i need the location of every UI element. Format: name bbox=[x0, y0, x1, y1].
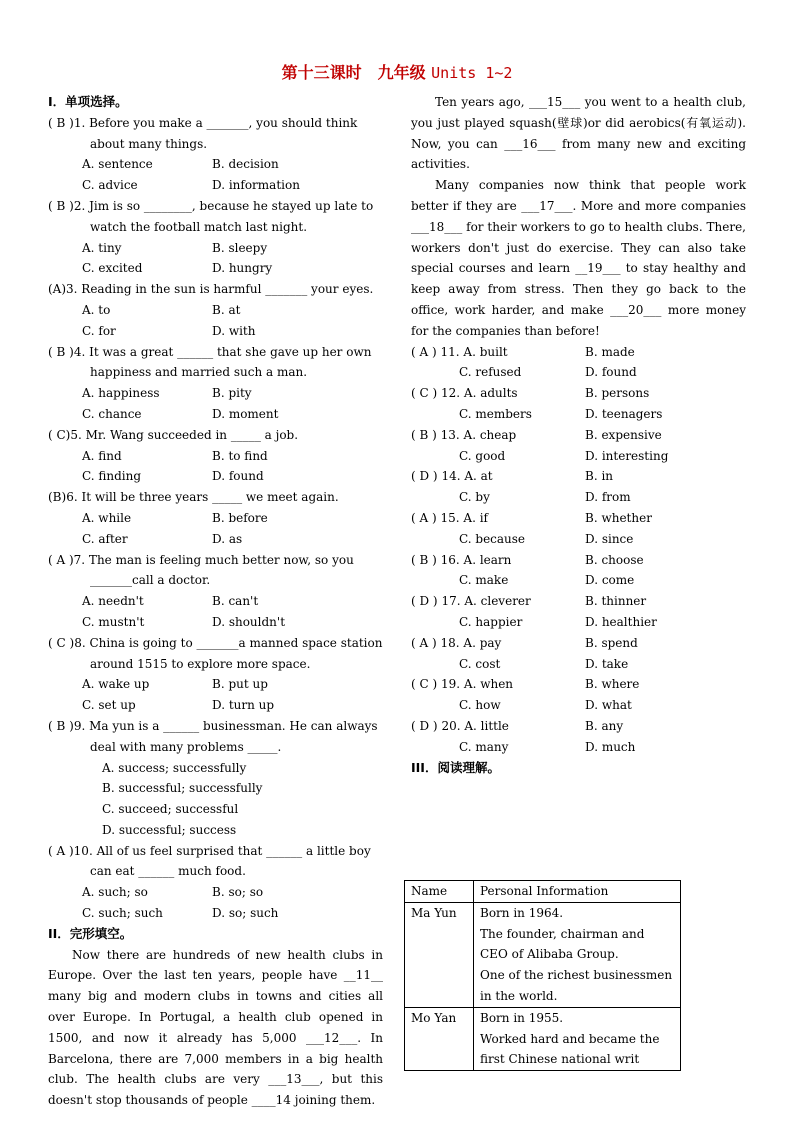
option: 18. A. pay bbox=[440, 635, 502, 650]
option: C. succeed; successful bbox=[102, 802, 239, 817]
cloze-options-row bbox=[411, 446, 746, 467]
question-4 bbox=[48, 342, 383, 425]
option: A. while bbox=[82, 510, 132, 525]
row-name: Ma Yun bbox=[405, 902, 474, 1007]
option: B. expensive bbox=[585, 427, 662, 442]
cloze-options-row bbox=[411, 362, 746, 383]
option: B. thinner bbox=[585, 594, 647, 609]
question-10 bbox=[48, 841, 383, 924]
answer-label: ( B ) bbox=[48, 718, 74, 733]
option: D. come bbox=[585, 573, 635, 588]
option: A. wake up bbox=[82, 677, 150, 692]
title-cn: 第十三课时 九年级 bbox=[281, 63, 426, 82]
question-text bbox=[48, 841, 383, 883]
question-text bbox=[48, 633, 383, 675]
option: 20. A. little bbox=[441, 718, 509, 733]
option: C. such; such bbox=[82, 906, 163, 921]
option: C. cost bbox=[459, 656, 501, 671]
answer-label: (A) bbox=[48, 282, 67, 297]
option: 11. A. built bbox=[440, 344, 508, 359]
option: C. chance bbox=[82, 406, 142, 421]
option: C. good bbox=[459, 448, 506, 463]
options bbox=[48, 758, 383, 841]
option: C. members bbox=[459, 406, 532, 421]
option: D. much bbox=[585, 739, 636, 754]
option: C. finding bbox=[82, 469, 142, 484]
question-text bbox=[48, 550, 383, 592]
option: B. to find bbox=[212, 448, 268, 463]
option: C. advice bbox=[82, 178, 138, 193]
cloze-question-16 bbox=[411, 550, 746, 571]
option: C. make bbox=[459, 573, 509, 588]
question-text bbox=[48, 279, 383, 300]
answer-label: ( B ) bbox=[48, 198, 74, 213]
question-stem: 7. The man is feeling much better now, so you _______call a doctor. bbox=[73, 552, 354, 588]
option: D. from bbox=[585, 490, 631, 505]
question-stem: 8. China is going to _______a manned space station around 1515 to explore more space. bbox=[74, 635, 383, 671]
title-en: Units 1~2 bbox=[431, 64, 513, 82]
option: A. happiness bbox=[82, 386, 160, 401]
options bbox=[48, 508, 383, 550]
option: B. so; so bbox=[212, 885, 264, 900]
option: B. sleepy bbox=[212, 240, 268, 255]
options bbox=[48, 154, 383, 196]
options bbox=[48, 238, 383, 280]
option: 15. A. if bbox=[440, 510, 488, 525]
answer-label: ( D ) bbox=[411, 594, 438, 609]
option: D. so; such bbox=[212, 906, 279, 921]
question-stem: 6. It will be three years _____ we meet again. bbox=[66, 490, 339, 505]
cloze-options-row bbox=[411, 487, 746, 508]
option: A. needn't bbox=[82, 594, 144, 609]
option: D. as bbox=[212, 531, 243, 546]
answer-label: ( B ) bbox=[48, 115, 74, 130]
option: D. hungry bbox=[212, 261, 273, 276]
question-text bbox=[48, 425, 383, 446]
question-stem: 10. All of us feel surprised that ______ a little boy can eat ______ much food. bbox=[73, 843, 371, 879]
question-text bbox=[48, 716, 383, 758]
header-name: Name bbox=[405, 881, 474, 903]
cloze-question-15 bbox=[411, 508, 746, 529]
options bbox=[48, 674, 383, 716]
option: D. found bbox=[212, 469, 264, 484]
cloze-question-12 bbox=[411, 383, 746, 404]
option: B. whether bbox=[585, 510, 652, 525]
option: 14. A. at bbox=[441, 469, 493, 484]
option: D. take bbox=[585, 656, 629, 671]
header-info: Personal Information bbox=[474, 881, 681, 903]
cloze-options-row bbox=[411, 612, 746, 633]
table-row bbox=[405, 902, 681, 1007]
answer-label: ( B ) bbox=[411, 427, 437, 442]
option: B. any bbox=[585, 718, 624, 733]
options bbox=[48, 591, 383, 633]
left-column bbox=[48, 92, 383, 1111]
question-stem: 5. Mr. Wang succeeded in _____ a job. bbox=[70, 427, 299, 442]
section1-questions bbox=[48, 113, 383, 924]
option: D. moment bbox=[212, 406, 279, 421]
answer-label: ( C) bbox=[48, 427, 71, 442]
option: B. successful; successfully bbox=[102, 781, 263, 796]
option: D. information bbox=[212, 178, 300, 193]
option: B. where bbox=[585, 677, 640, 692]
option: B. choose bbox=[585, 552, 644, 567]
question-3 bbox=[48, 279, 383, 341]
question-text bbox=[48, 342, 383, 384]
table-row bbox=[405, 1007, 681, 1070]
question-7 bbox=[48, 550, 383, 633]
answer-label: ( A ) bbox=[48, 843, 74, 858]
table-header-row bbox=[405, 881, 681, 903]
section3-heading: III．阅读理解。 bbox=[411, 759, 500, 775]
option: D. what bbox=[585, 698, 632, 713]
answer-label: ( D ) bbox=[411, 469, 438, 484]
option: A. success; successfully bbox=[102, 760, 247, 775]
cloze-question-17 bbox=[411, 591, 746, 612]
question-9 bbox=[48, 716, 383, 841]
row-info: Born in 1964. The founder, chairman and CEO of Alibaba Group. One of the richest businessmen in the world. bbox=[474, 902, 681, 1007]
option: D. successful; success bbox=[102, 822, 237, 837]
answer-label: ( A ) bbox=[411, 510, 437, 525]
right-column bbox=[411, 92, 746, 778]
option: D. turn up bbox=[212, 698, 275, 713]
cloze-question-20 bbox=[411, 716, 746, 737]
option: D. healthier bbox=[585, 614, 657, 629]
cloze-paragraph-1: Now there are hundreds of new health clubs in Europe. Over the last ten years, people have __11__ many big and modern clubs in towns and cities all over Europe. In Portugal, a health club opened in 1500, and now it already has 5,000 ___12___. In Barcelona, there are 7,000 members in a big health club. The health clubs are very ___13___, but this doesn't stop thousands of people ____14 joining them. bbox=[48, 947, 383, 1108]
option: D. found bbox=[585, 365, 637, 380]
option: B. before bbox=[212, 510, 268, 525]
question-stem: 3. Reading in the sun is harmful _______ your eyes. bbox=[66, 282, 374, 297]
question-5 bbox=[48, 425, 383, 487]
row-info: Born in 1955. Worked hard and became the first Chinese national writ bbox=[474, 1007, 681, 1070]
options bbox=[48, 300, 383, 342]
option: C. happier bbox=[459, 614, 523, 629]
option: D. since bbox=[585, 531, 634, 546]
options bbox=[48, 383, 383, 425]
page-title bbox=[0, 60, 794, 83]
cloze-options-row bbox=[411, 404, 746, 425]
option: B. in bbox=[585, 469, 614, 484]
cloze-paragraph-3: Many companies now think that people work better if they are ___17___. More and more companies ___18___ for their workers to go to health clubs. There, workers don't just do exercise. They can also take special courses and learn __19___ to stay healthy and keep away from stress. Then they go back to the office, work harder, and make ___20___ more money for the companies than before! bbox=[411, 178, 746, 338]
cloze-options-row bbox=[411, 737, 746, 758]
answer-label: ( C ) bbox=[411, 386, 438, 401]
option: C. set up bbox=[82, 698, 136, 713]
question-stem: 9. Ma yun is a ______ businessman. He can always deal with many problems _____. bbox=[73, 718, 378, 754]
question-stem: 2. Jim is so ________, because he stayed up late to watch the football match last night. bbox=[73, 198, 374, 234]
option: 19. A. when bbox=[441, 677, 514, 692]
option: C. refused bbox=[459, 365, 522, 380]
option: C. for bbox=[82, 323, 116, 338]
option: D. teenagers bbox=[585, 406, 663, 421]
cloze-question-13 bbox=[411, 425, 746, 446]
option: B. can't bbox=[212, 594, 259, 609]
question-stem: 4. It was a great ______ that she gave up her own happiness and married such a man. bbox=[73, 344, 372, 380]
question-2 bbox=[48, 196, 383, 279]
option: D. with bbox=[212, 323, 256, 338]
info-table bbox=[404, 880, 681, 1071]
option: A. to bbox=[82, 302, 111, 317]
answer-label: ( B ) bbox=[411, 552, 437, 567]
cloze-options-row bbox=[411, 654, 746, 675]
section2-questions bbox=[411, 342, 746, 758]
answer-label: ( B ) bbox=[48, 344, 74, 359]
answer-label: (B) bbox=[48, 490, 67, 505]
option: B. put up bbox=[212, 677, 268, 692]
question-text bbox=[48, 196, 383, 238]
option: C. how bbox=[459, 698, 501, 713]
cloze-options-row bbox=[411, 529, 746, 550]
cloze-options-row bbox=[411, 570, 746, 591]
question-6 bbox=[48, 487, 383, 549]
option: A. such; so bbox=[82, 885, 148, 900]
answer-label: ( C ) bbox=[48, 635, 75, 650]
question-stem: 1. Before you make a _______, you should think about many things. bbox=[73, 115, 358, 151]
section1-heading: I．单项选择。 bbox=[48, 94, 128, 109]
option: 12. A. adults bbox=[441, 386, 518, 401]
option: 16. A. learn bbox=[440, 552, 512, 567]
section2-heading: II．完形填空。 bbox=[48, 925, 133, 941]
cloze-paragraph-2: Ten years ago, ___15___ you went to a health club, you just played squash(壁球)or did aerobics(有氧运动). Now, you can ___16___ from many new and exciting activities. bbox=[411, 95, 746, 172]
question-8 bbox=[48, 633, 383, 716]
option: C. because bbox=[459, 531, 526, 546]
cloze-question-19 bbox=[411, 674, 746, 695]
option: C. many bbox=[459, 739, 509, 754]
option: A. find bbox=[82, 448, 122, 463]
cloze-question-11 bbox=[411, 342, 746, 363]
option: B. at bbox=[212, 302, 241, 317]
options bbox=[48, 446, 383, 488]
answer-label: ( A ) bbox=[48, 552, 74, 567]
answer-label: ( A ) bbox=[411, 344, 437, 359]
option: A. tiny bbox=[82, 240, 122, 255]
question-text bbox=[48, 487, 383, 508]
option: C. excited bbox=[82, 261, 143, 276]
cloze-question-18 bbox=[411, 633, 746, 654]
option: C. by bbox=[459, 490, 490, 505]
option: C. mustn't bbox=[82, 614, 145, 629]
cloze-options-row bbox=[411, 695, 746, 716]
option: C. after bbox=[82, 531, 128, 546]
question-text bbox=[48, 113, 383, 155]
question-1 bbox=[48, 113, 383, 196]
options bbox=[48, 882, 383, 924]
option: 17. A. cleverer bbox=[441, 594, 531, 609]
option: D. shouldn't bbox=[212, 614, 286, 629]
cloze-question-14 bbox=[411, 466, 746, 487]
answer-label: ( D ) bbox=[411, 718, 438, 733]
option: A. sentence bbox=[82, 157, 153, 172]
row-name: Mo Yan bbox=[405, 1007, 474, 1070]
option: B. made bbox=[585, 344, 635, 359]
option: B. pity bbox=[212, 386, 252, 401]
option: D. interesting bbox=[585, 448, 669, 463]
option: 13. A. cheap bbox=[440, 427, 517, 442]
option: B. persons bbox=[585, 386, 650, 401]
option: B. decision bbox=[212, 157, 279, 172]
answer-label: ( C ) bbox=[411, 677, 438, 692]
option: B. spend bbox=[585, 635, 638, 650]
answer-label: ( A ) bbox=[411, 635, 437, 650]
